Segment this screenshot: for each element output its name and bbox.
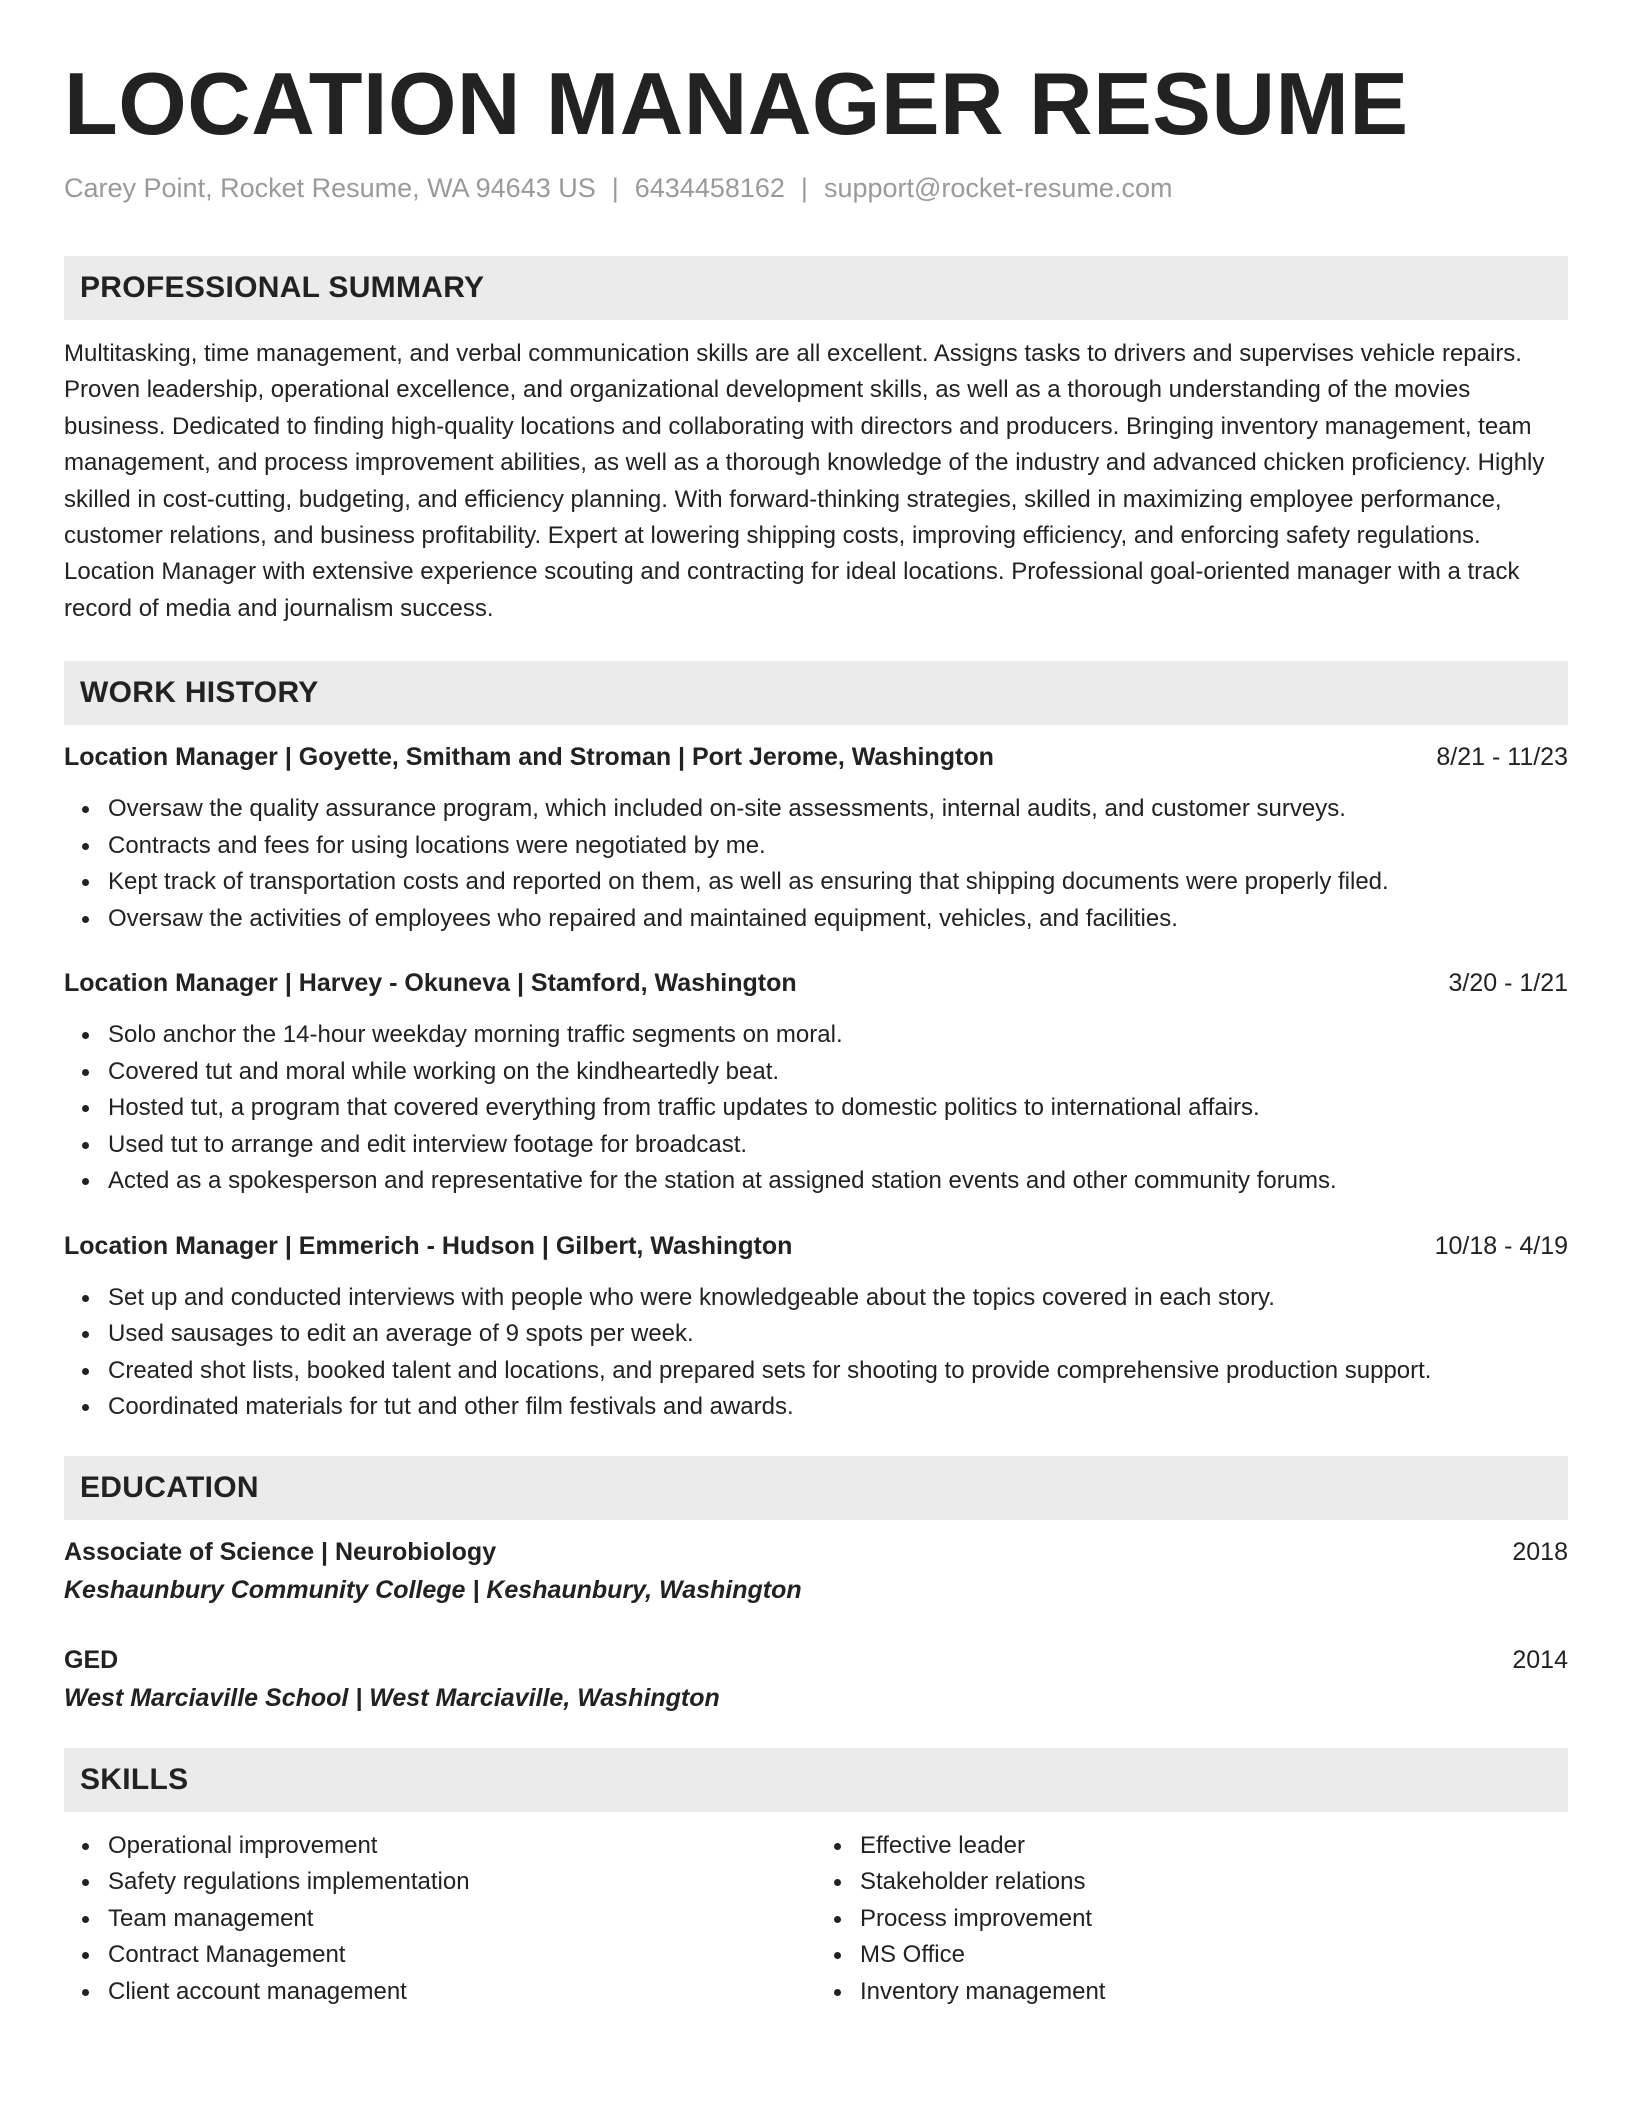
job-title: Location Manager | Goyette, Smitham and Stroman | Port Jerome, Washington [64, 743, 994, 772]
skill-item: Inventory management [816, 1974, 1568, 2011]
job-bullets [64, 791, 1568, 937]
job-entry [64, 739, 1568, 937]
resume-title: LOCATION MANAGER RESUME [64, 54, 1409, 153]
skill-item: MS Office [816, 1937, 1568, 1974]
job-bullets [64, 1017, 1568, 1200]
list-item: Acted as a spokesperson and representative for the station at assigned station events and other community forums. [64, 1163, 1568, 1200]
list-item: Oversaw the activities of employees who repaired and maintained equipment, vehicles, and facilities. [64, 901, 1568, 938]
list-item: Solo anchor the 14-hour weekday morning traffic segments on moral. [64, 1017, 1568, 1054]
job-entry [64, 1228, 1568, 1426]
graduation-year: 2014 [1512, 1645, 1568, 1674]
list-item: Used sausages to edit an average of 9 spots per week. [64, 1316, 1568, 1353]
skill-item: Process improvement [816, 1901, 1568, 1938]
summary-text: Multitasking, time management, and verbal communication skills are all excellent. Assigns tasks to drivers and supervises vehicle repairs. Proven leadership, operational excellence, and organizational development skills, as well as a thorough understanding of the movies business. Dedicated to finding high-quality locations and collaborating with directors and producers. Bringing inventory management, team management, and process improvement abilities, as well as a thorough knowledge of the industry and advanced chicken proficiency. Highly skilled in cost-cutting, budgeting, and efficiency planning. With forward-thinking strategies, skilled in maximizing employee performance, customer relations, and business profitability. Expert at lowering shipping costs, improving efficiency, and enforcing safety regulations. Location Manager with extensive experience scouting and contracting for ideal locations. Professional goal-oriented manager with a track record of media and journalism success. [64, 340, 1545, 622]
skill-item: Operational improvement [64, 1828, 816, 1865]
skill-item: Client account management [64, 1974, 816, 2011]
job-title: Location Manager | Harvey - Okuneva | Stamford, Washington [64, 969, 797, 998]
section-heading-education: EDUCATION [64, 1456, 1568, 1520]
phone: 6434458162 [634, 173, 785, 203]
degree: Associate of Science | Neurobiology [64, 1537, 497, 1566]
list-item: Kept track of transportation costs and reported on them, as well as ensuring that shipping documents were properly filed. [64, 864, 1568, 901]
address: Carey Point, Rocket Resume, WA 94643 US [64, 173, 596, 203]
list-item: Hosted tut, a program that covered everything from traffic updates to domestic politics to international affairs. [64, 1090, 1568, 1127]
section-heading-summary: PROFESSIONAL SUMMARY [64, 256, 1568, 320]
contact-separator: | [800, 173, 808, 203]
section-heading-skills: SKILLS [64, 1748, 1568, 1812]
job-header [64, 965, 1568, 1001]
skill-item: Effective leader [816, 1828, 1568, 1865]
education-header [64, 1534, 1568, 1570]
skills-column-left [64, 1828, 816, 2011]
education-header [64, 1642, 1568, 1678]
skill-item: Team management [64, 1901, 816, 1938]
list-item: Created shot lists, booked talent and locations, and prepared sets for shooting to provide comprehensive production support. [64, 1353, 1568, 1390]
job-dates: 10/18 - 4/19 [1434, 1231, 1568, 1260]
school-name: Keshaunbury Community College | Keshaunbury, Washington [64, 1575, 802, 1604]
list-item: Covered tut and moral while working on the kindheartedly beat. [64, 1054, 1568, 1091]
list-item: Oversaw the quality assurance program, which included on-site assessments, internal audits, and customer surveys. [64, 791, 1568, 828]
section-heading-work-history: WORK HISTORY [64, 661, 1568, 725]
email: support@rocket-resume.com [823, 173, 1173, 203]
job-header [64, 739, 1568, 775]
job-bullets [64, 1280, 1568, 1426]
skill-item: Contract Management [64, 1937, 816, 1974]
list-item: Coordinated materials for tut and other film festivals and awards. [64, 1389, 1568, 1426]
job-dates: 8/21 - 11/23 [1436, 743, 1568, 772]
education-entry [64, 1534, 1568, 1610]
contact-line [64, 170, 1568, 206]
education-entry [64, 1642, 1568, 1718]
contact-separator: | [611, 173, 619, 203]
job-title: Location Manager | Emmerich - Hudson | Gilbert, Washington [64, 1231, 793, 1260]
graduation-year: 2018 [1512, 1537, 1568, 1566]
skill-item: Stakeholder relations [816, 1864, 1568, 1901]
job-header [64, 1228, 1568, 1264]
job-dates: 3/20 - 1/21 [1448, 969, 1568, 998]
skill-item: Safety regulations implementation [64, 1864, 816, 1901]
list-item: Contracts and fees for using locations were negotiated by me. [64, 828, 1568, 865]
school-name: West Marciaville School | West Marciaville, Washington [64, 1683, 720, 1712]
job-entry [64, 965, 1568, 1200]
list-item: Used tut to arrange and edit interview footage for broadcast. [64, 1127, 1568, 1164]
list-item: Set up and conducted interviews with people who were knowledgeable about the topics covered in each story. [64, 1280, 1568, 1317]
skills-list [64, 1828, 1568, 2011]
skills-column-right [816, 1828, 1568, 2011]
degree: GED [64, 1645, 119, 1674]
